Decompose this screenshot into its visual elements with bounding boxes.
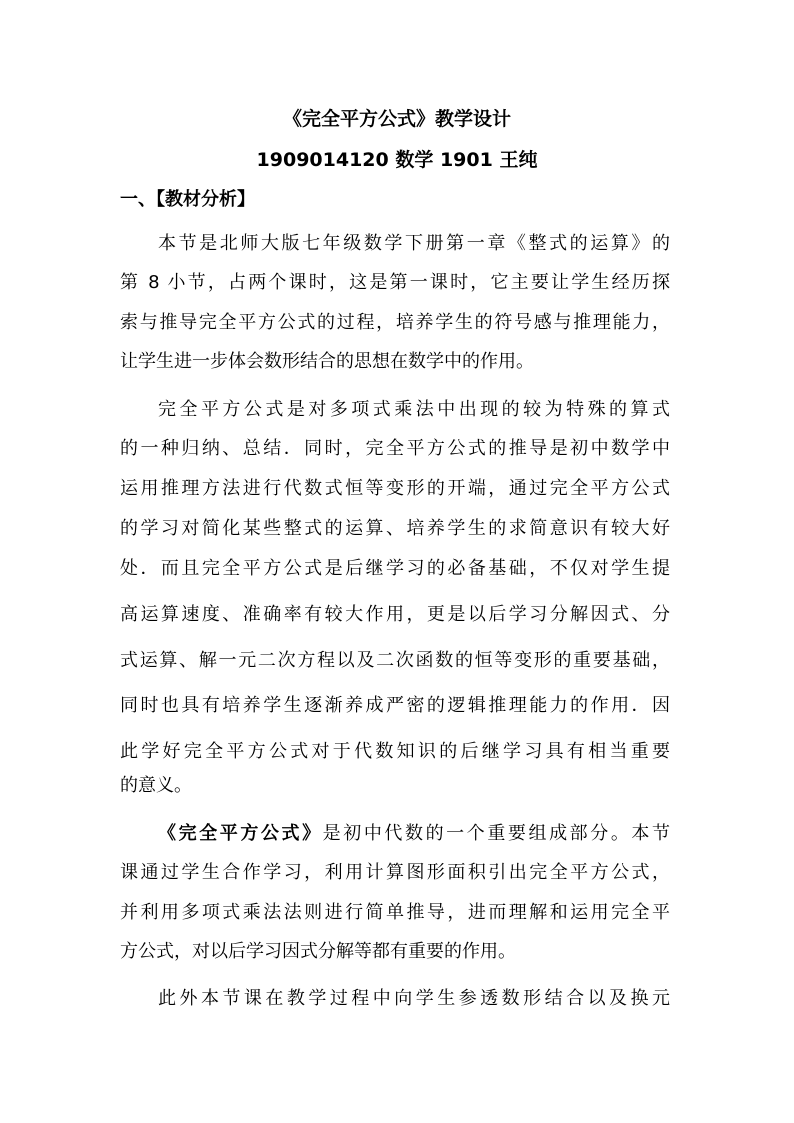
paragraph-1-line-4: 让学生进一步体会数形结合的思想在数学中的作用。 — [120, 351, 534, 372]
paragraph-2-line-10: 的意义。 — [120, 775, 192, 796]
paragraph-3-line-1-text: 是初中代数的一个重要组成部分。本节 — [322, 823, 671, 844]
paragraph-3-line-4: 方公式，对以后学习因式分解等都有重要的作用。 — [120, 941, 516, 962]
paragraph-2-line-1: 完全平方公式是对多项式乘法中出现的较为特殊的算式 — [158, 399, 670, 420]
paragraph-2-line-9: 此学好完全平方公式对于代数知识的后继学习具有相当重要 — [120, 741, 670, 762]
paragraph-2-line-8: 同时也具有培养学生逐渐养成严密的逻辑推理能力的作用．因 — [120, 695, 670, 716]
paragraph-1-line-3: 索与推导完全平方公式的过程，培养学生的符号感与推理能力， — [120, 312, 670, 333]
section-heading-textbook-analysis: 一、【教材分析】 — [120, 189, 255, 210]
paragraph-3-bold-title: 《完全平方公式》 — [158, 823, 323, 844]
paragraph-3-line-1 — [158, 822, 670, 846]
document-subtitle: 1909014120 数学 1901 王纯 — [256, 149, 538, 171]
paragraph-3-line-2: 课通过学生合作学习，利用计算图形面积引出完全平方公式， — [120, 862, 670, 883]
paragraph-4-line-1: 此外本节课在教学过程中向学生参透数形结合以及换元 — [158, 988, 670, 1009]
paragraph-2-line-7: 式运算、解一元二次方程以及二次函数的恒等变形的重要基础， — [120, 650, 670, 671]
paragraph-3-line-3: 并利用多项式乘法法则进行简单推导，进而理解和运用完全平 — [120, 902, 670, 923]
paragraph-2-line-4: 的学习对简化某些整式的运算、培养学生的求简意识有较大好 — [120, 518, 670, 539]
paragraph-1-line-2: 第 8 小节，占两个课时，这是第一课时，它主要让学生经历探 — [120, 272, 670, 293]
paragraph-2-line-5: 处．而且完全平方公式是后继学习的必备基础，不仅对学生提 — [120, 558, 670, 579]
paragraph-2-line-3: 运用推理方法进行代数式恒等变形的开端，通过完全平方公式 — [120, 478, 670, 499]
document-title: 《完全平方公式》教学设计 — [282, 108, 511, 130]
paragraph-2-line-2: 的一种归纳、总结．同时，完全平方公式的推导是初中数学中 — [120, 438, 670, 459]
paragraph-1-line-1: 本节是北师大版七年级数学下册第一章《整式的运算》的 — [158, 233, 670, 254]
paragraph-2-line-6: 高运算速度、准确率有较大作用，更是以后学习分解因式、分 — [120, 604, 670, 625]
